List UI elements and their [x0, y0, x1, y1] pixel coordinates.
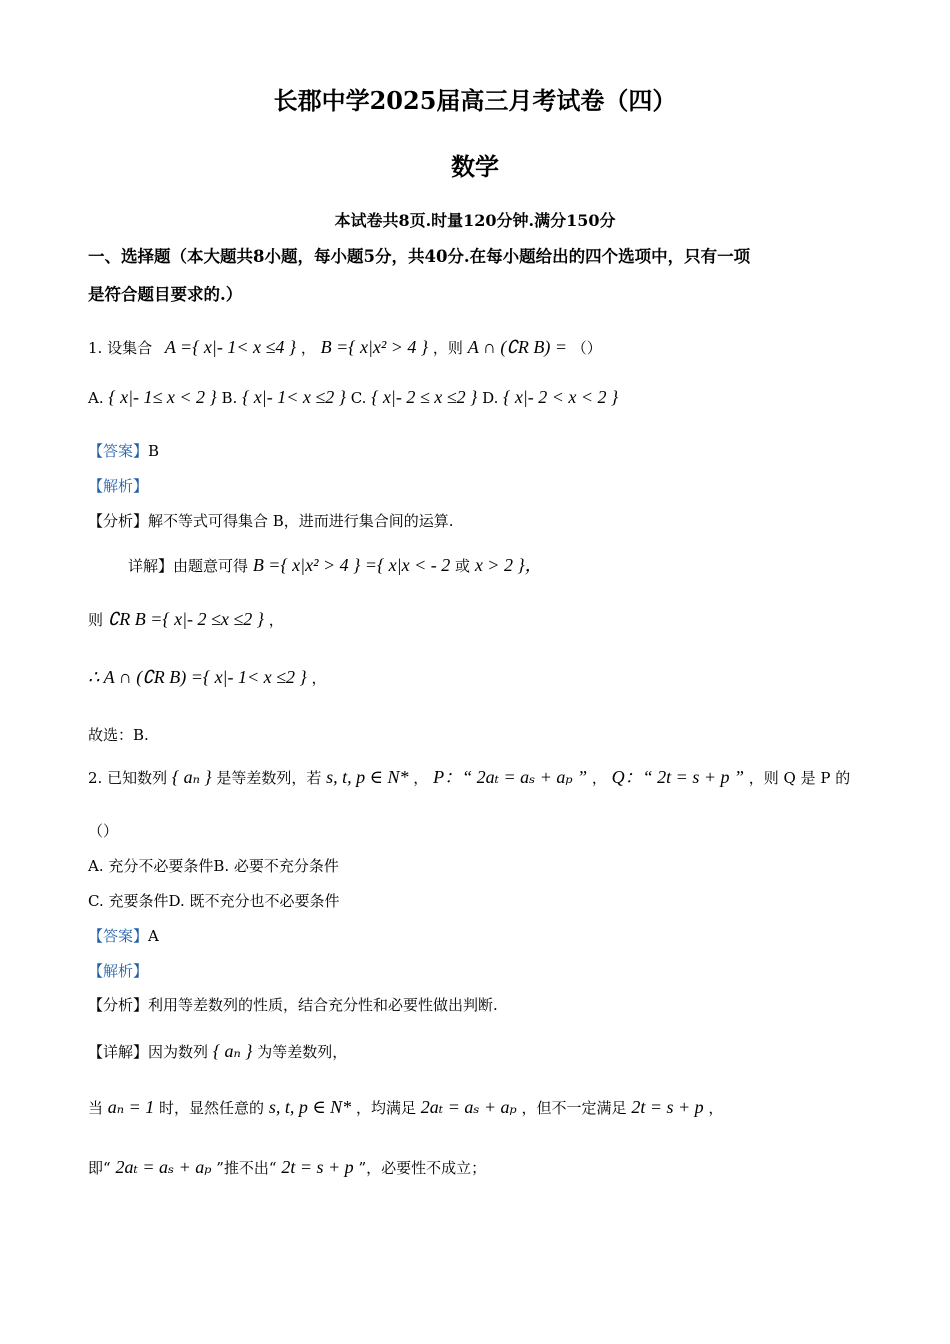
q2-ji3: ”，必要性不成立；: [358, 1159, 487, 1177]
q1-fenxi-line: [88, 510, 454, 532]
q1-fenxi: 解不等式可得集合 B，进而进行集合间的运算.: [148, 512, 454, 530]
q1-answer: B: [148, 442, 160, 460]
q1-option-a-label: A.: [88, 389, 104, 407]
q1-detail-text: 由题意可得: [173, 557, 249, 575]
q1-complement-line: [88, 602, 284, 637]
q1-answer-line: [88, 440, 159, 462]
q2-analysis-tag: 【解析】: [88, 962, 149, 980]
q1-detail-or: 或: [455, 557, 471, 575]
q1-detail-math2: x > 2 }，: [474, 555, 543, 575]
q2-options-ab: [88, 855, 339, 877]
q1-answer-tag: 【答案】: [88, 442, 149, 460]
q2-proposition-p: P：“ 2aₜ = aₛ + aₚ ”: [433, 767, 588, 787]
q2-fenxi-tag: 【分析】: [88, 996, 149, 1014]
q2-text4: ，则 Q 是 P 的: [748, 769, 851, 787]
q1-comma2: ，则: [432, 339, 463, 357]
q2-option-b: B. 必要不充分条件: [213, 857, 339, 875]
q1-analysis-tag: 【解析】: [88, 477, 149, 495]
q1-detail-tag: 详解】: [128, 557, 174, 575]
q1-set-a: A ={ x|- 1< x ≤4 }: [164, 337, 297, 357]
q2-sequence: { aₙ }: [171, 767, 212, 787]
q1-detail-math1: B ={ x|x² > 4 } ={ x|x < - 2: [252, 555, 451, 575]
q1-option-c-label: C.: [350, 389, 367, 407]
q1-set-b: B ={ x|x² > 4 }: [320, 337, 429, 357]
q2-condition2: s, t, p ∈ N*: [268, 1097, 352, 1117]
q1-complement-tail: ，: [268, 611, 284, 629]
q1-therefore-line: [88, 660, 327, 695]
q2-when-tail: ，: [708, 1099, 724, 1117]
q2-eq4: 2t = s + p: [281, 1157, 354, 1177]
question-2-stem: [88, 760, 850, 795]
q2-condition: s, t, p ∈ N*: [326, 767, 409, 787]
q1-option-d-label: D.: [482, 389, 499, 407]
q2-when-text3: ，但不一定满足: [521, 1099, 627, 1117]
q1-detail-line: [128, 548, 543, 583]
q2-eq3: 2aₜ = aₛ + aₚ: [115, 1157, 212, 1177]
q2-option-c: C. 充要条件: [88, 892, 169, 910]
q2-paren: （）: [88, 822, 119, 840]
q2-when-text2: ，均满足: [355, 1099, 416, 1117]
q1-then: 则: [88, 611, 104, 629]
q1-choose: 故选：B.: [88, 726, 149, 744]
q1-option-b: { x|- 1< x ≤2 }: [242, 387, 346, 407]
q2-eq2: 2t = s + p: [631, 1097, 704, 1117]
q2-fenxi: 利用等差数列的性质，结合充分性和必要性做出判断.: [148, 996, 498, 1014]
q2-detail1-tail: 为等差数列，: [257, 1043, 348, 1061]
q2-ji: 即“: [88, 1159, 111, 1177]
subject-title: 数学: [451, 152, 499, 181]
q2-ji2: ”推不出“: [216, 1159, 277, 1177]
q1-option-a: { x|- 1≤ x < 2 }: [108, 387, 217, 407]
q1-fenxi-tag: 【分析】: [88, 512, 149, 530]
q1-option-d: { x|- 2 < x < 2 }: [503, 387, 619, 407]
exam-title: 长郡中学2025届高三月考试卷（四）: [273, 86, 677, 115]
q2-prefix: 2. 已知数列: [88, 769, 168, 787]
q2-proposition-q: Q：“ 2t = s + p ”: [611, 767, 744, 787]
q2-when-text: 时，显然任意的: [159, 1099, 265, 1117]
q2-text2: ，: [413, 769, 429, 787]
q1-therefore-tail: ，: [311, 669, 327, 687]
q2-detail-line2: [88, 1090, 723, 1125]
q2-detail-tag: 【详解】: [88, 1043, 149, 1061]
question-1-options: [88, 380, 618, 415]
q2-when: 当: [88, 1099, 104, 1117]
q1-therefore: ∴ A ∩ (∁R B) ={ x|- 1< x ≤2 }: [88, 667, 307, 687]
q2-text1: 是等差数列，若: [216, 769, 322, 787]
section-heading-line1: 一、选择题（本大题共8小题，每小题5分，共40分.在每小题给出的四个选项中，只有一项: [88, 247, 751, 266]
exam-meta: 本试卷共8页.时量120分钟.满分150分: [334, 211, 616, 230]
q2-eq1: 2aₜ = aₛ + aₚ: [420, 1097, 517, 1117]
q2-option-a: A. 充分不必要条件: [88, 857, 214, 875]
q1-option-c: { x|- 2 ≤ x ≤2 }: [371, 387, 478, 407]
q2-detail1: 因为数列: [148, 1043, 209, 1061]
q1-comma1: ，: [300, 339, 316, 357]
q1-paren: （）: [571, 339, 602, 357]
q2-text3: ，: [591, 769, 607, 787]
q2-detail1-seq: { aₙ }: [212, 1041, 253, 1061]
section-heading-line2: 是符合题目要求的.）: [88, 285, 243, 304]
q1-expression: A ∩ (∁R B) =: [467, 337, 567, 357]
q1-option-b-label: B.: [221, 389, 238, 407]
q2-an-equals-1: aₙ = 1: [107, 1097, 155, 1117]
q2-answer: A: [148, 927, 159, 945]
q2-detail-line3: [88, 1150, 486, 1185]
q2-answer-tag: 【答案】: [88, 927, 149, 945]
question-1-stem: [88, 330, 602, 365]
q2-fenxi-line: [88, 994, 498, 1016]
q1-prefix: 1. 设集合: [88, 339, 153, 357]
q2-detail-line1: [88, 1034, 347, 1069]
q1-complement: ∁R B ={ x|- 2 ≤x ≤2 }: [107, 609, 264, 629]
q2-answer-line: [88, 925, 159, 947]
q2-options-cd: [88, 890, 340, 912]
q2-option-d: D. 既不充分也不必要条件: [168, 892, 340, 910]
